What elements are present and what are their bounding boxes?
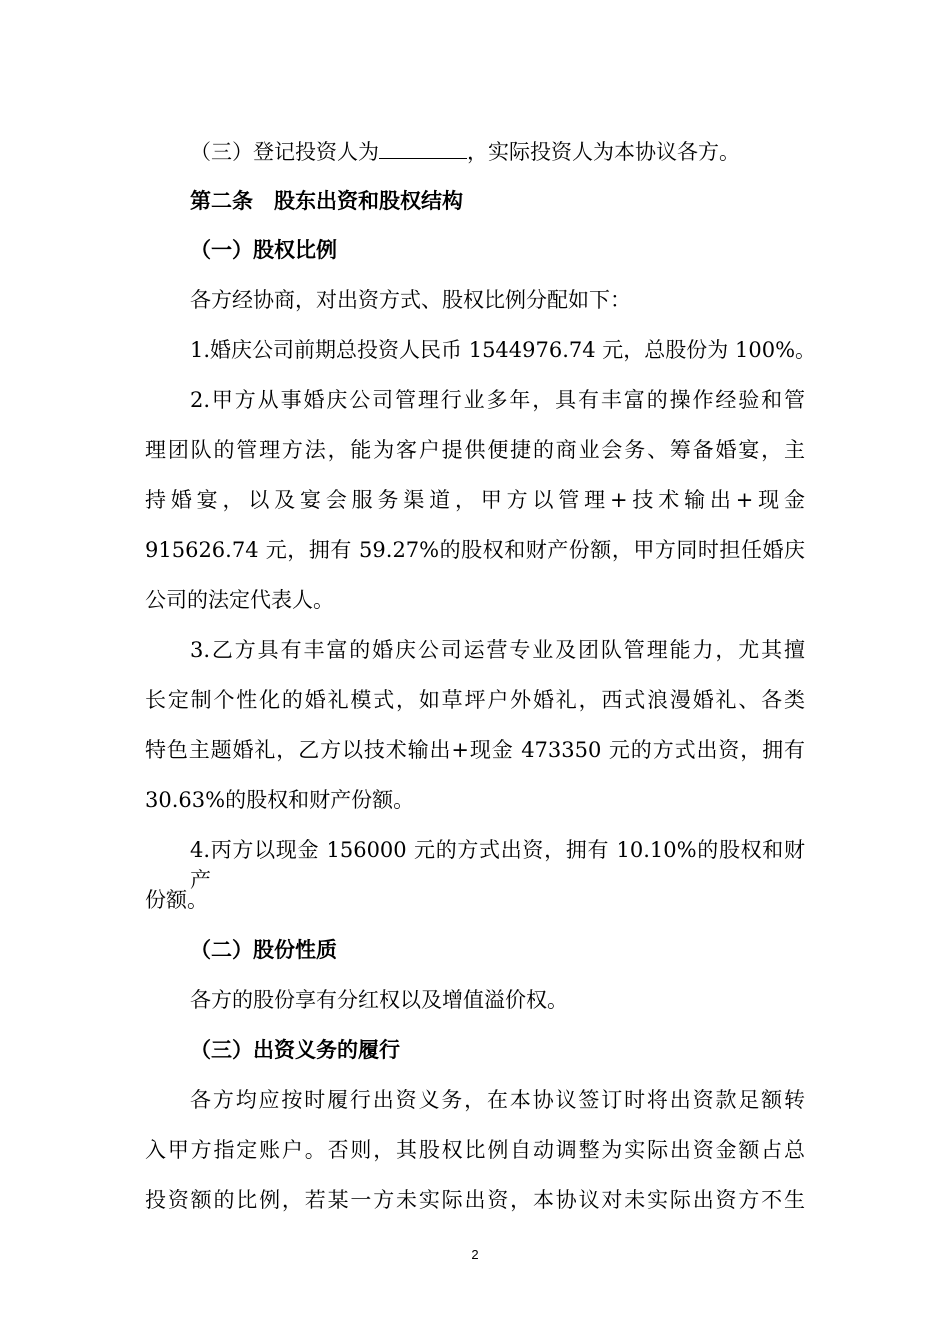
item3-line: 长定制个性化的婚礼模式，如草坪户外婚礼，西式浪漫婚礼、各类 (145, 688, 805, 712)
item3-line: 3.乙方具有丰富的婚庆公司运营专业及团队管理能力，尤其擅 (190, 638, 805, 662)
section3-line: 投资额的比例，若某一方未实际出资，本协议对未实际出资方不生 (145, 1188, 805, 1212)
item2-line: 持婚宴，以及宴会服务渠道，甲方以管理+技术输出+现金 (145, 488, 805, 512)
section1-intro: 各方经协商，对出资方式、股权比例分配如下： (190, 288, 631, 312)
page-number: 2 (471, 1247, 479, 1262)
item3-line: 特色主题婚礼，乙方以技术输出+现金 473350 元的方式出资，拥有 (145, 738, 805, 762)
item1-paragraph: 1.婚庆公司前期总投资人民币 1544976.74 元，总股份为 100%。 (190, 338, 817, 362)
item4-line: 4.丙方以现金 156000 元的方式出资，拥有 10.10%的股权和财产 (190, 838, 805, 892)
item2-line: 理团队的管理方法，能为客户提供便捷的商业会务、筹备婚宴，主 (145, 438, 805, 462)
item2-line: 915626.74 元，拥有 59.27%的股权和财产份额，甲方同时担任婚庆 (145, 538, 805, 562)
section3-line: 入甲方指定账户。否则，其股权比例自动调整为实际出资金额占总 (145, 1138, 805, 1162)
clause-registered-prefix: （三）登记投资人为 (190, 140, 379, 164)
clause-registered-suffix: ，实际投资人为本协议各方。 (467, 140, 740, 164)
section1-title: （一）股权比例 (190, 238, 337, 262)
section2-body: 各方的股份享有分红权以及增值溢价权。 (190, 988, 568, 1012)
section2-title: （二）股份性质 (190, 938, 337, 962)
article2-title: 第二条 股东出资和股权结构 (190, 189, 463, 213)
item2-line: 公司的法定代表人。 (145, 588, 334, 612)
item4-line: 份额。 (145, 888, 208, 912)
item2-line: 2.甲方从事婚庆公司管理行业多年，具有丰富的操作经验和管 (190, 388, 805, 412)
section3-title: （三）出资义务的履行 (190, 1038, 400, 1062)
section3-line: 各方均应按时履行出资义务，在本协议签订时将出资款足额转 (190, 1088, 805, 1112)
clause-registered-investor (190, 137, 805, 167)
fill-in-blank (379, 140, 467, 159)
item3-line: 30.63%的股权和财产份额。 (145, 788, 415, 812)
